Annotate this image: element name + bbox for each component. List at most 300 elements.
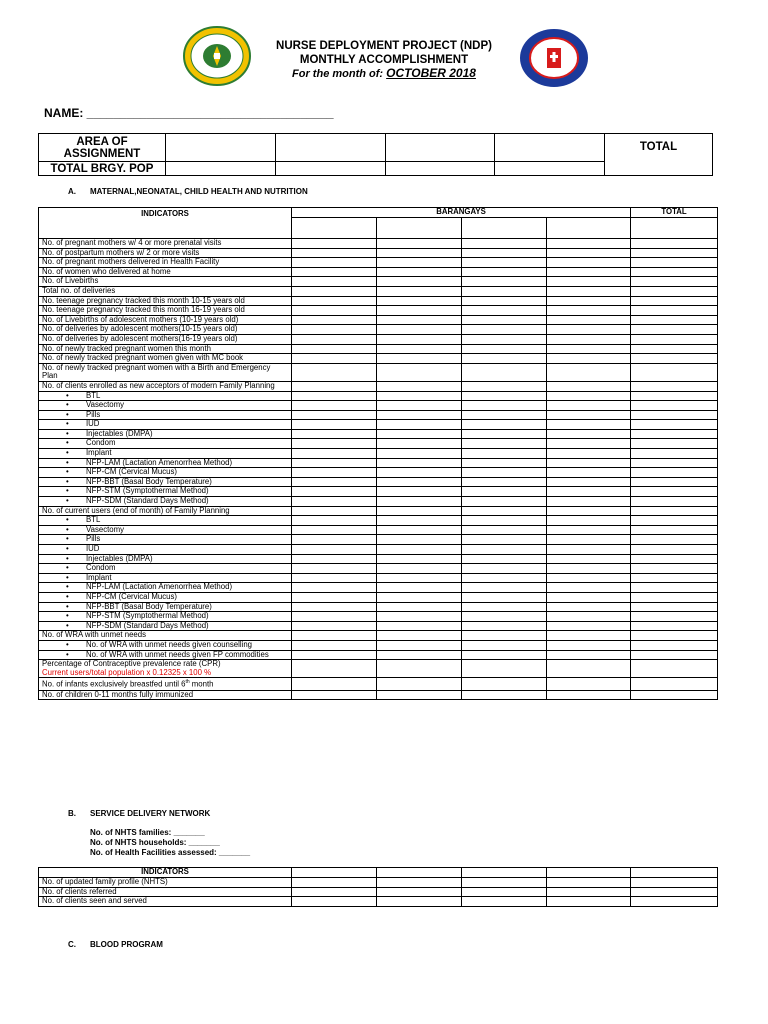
data-cell[interactable]	[547, 487, 631, 497]
section-b-letter: B.	[68, 809, 76, 818]
data-cell[interactable]	[631, 690, 718, 700]
health-facilities-line[interactable]: No. of Health Facilities assessed: _______	[90, 848, 251, 857]
data-cell[interactable]	[631, 487, 718, 497]
data-cell[interactable]	[547, 344, 631, 354]
data-cell[interactable]	[631, 868, 718, 878]
data-cell[interactable]	[377, 487, 462, 497]
data-cell[interactable]	[292, 306, 377, 316]
data-cell[interactable]	[547, 621, 631, 631]
area-cell[interactable]	[276, 134, 386, 162]
data-cell[interactable]	[462, 497, 547, 507]
data-cell[interactable]	[462, 631, 547, 641]
data-cell[interactable]	[462, 554, 547, 564]
fp-method-label	[39, 439, 292, 449]
fp-method-label	[39, 564, 292, 574]
pop-cell[interactable]	[276, 162, 386, 176]
data-cell[interactable]	[292, 449, 377, 459]
indicator-label	[39, 306, 292, 316]
data-cell[interactable]	[377, 592, 462, 602]
data-cell[interactable]	[547, 660, 631, 678]
data-cell[interactable]	[462, 286, 547, 296]
data-cell[interactable]	[462, 296, 547, 306]
data-cell[interactable]	[377, 381, 462, 391]
data-cell[interactable]	[462, 325, 547, 335]
data-cell[interactable]	[547, 218, 631, 239]
data-cell[interactable]	[631, 315, 718, 325]
fp-method-label	[39, 497, 292, 507]
data-cell[interactable]	[462, 878, 547, 888]
data-cell[interactable]	[462, 248, 547, 258]
data-cell[interactable]	[547, 545, 631, 555]
data-cell[interactable]	[547, 612, 631, 622]
data-cell[interactable]	[377, 458, 462, 468]
indicator-text: No. of deliveries by adolescent mothers(16-19 years old)	[42, 334, 238, 343]
data-cell[interactable]	[631, 602, 718, 612]
data-cell[interactable]	[377, 258, 462, 268]
data-cell[interactable]	[462, 525, 547, 535]
data-cell[interactable]	[292, 439, 377, 449]
data-cell[interactable]	[292, 497, 377, 507]
data-cell[interactable]	[292, 887, 377, 897]
data-cell[interactable]	[377, 690, 462, 700]
data-cell[interactable]	[631, 420, 718, 430]
data-cell[interactable]	[462, 602, 547, 612]
data-cell[interactable]	[377, 344, 462, 354]
table-row	[39, 690, 718, 700]
data-cell[interactable]	[292, 678, 377, 690]
data-cell[interactable]	[292, 592, 377, 602]
data-cell[interactable]	[377, 239, 462, 249]
data-cell[interactable]	[462, 564, 547, 574]
data-cell[interactable]	[292, 315, 377, 325]
data-cell[interactable]	[462, 583, 547, 593]
data-cell[interactable]	[631, 325, 718, 335]
data-cell[interactable]	[292, 564, 377, 574]
data-cell[interactable]	[462, 306, 547, 316]
data-cell[interactable]	[377, 516, 462, 526]
data-cell[interactable]	[377, 354, 462, 364]
data-cell[interactable]	[631, 258, 718, 268]
data-cell[interactable]	[547, 429, 631, 439]
table-row	[39, 410, 718, 420]
data-cell[interactable]	[631, 525, 718, 535]
data-cell[interactable]	[377, 660, 462, 678]
data-cell[interactable]	[462, 477, 547, 487]
table-row	[39, 277, 718, 287]
data-cell[interactable]	[377, 650, 462, 660]
data-cell[interactable]	[292, 296, 377, 306]
data-cell[interactable]	[292, 477, 377, 487]
data-cell[interactable]	[631, 344, 718, 354]
data-cell[interactable]	[547, 583, 631, 593]
data-cell[interactable]	[377, 564, 462, 574]
indicator-label	[39, 690, 292, 700]
data-cell[interactable]	[462, 429, 547, 439]
data-cell[interactable]	[292, 545, 377, 555]
data-cell[interactable]	[377, 640, 462, 650]
data-cell[interactable]	[547, 468, 631, 478]
data-cell[interactable]	[377, 497, 462, 507]
data-cell[interactable]	[462, 258, 547, 268]
data-cell[interactable]	[547, 650, 631, 660]
data-cell[interactable]	[292, 267, 377, 277]
data-cell[interactable]	[462, 516, 547, 526]
data-cell[interactable]	[547, 535, 631, 545]
data-cell[interactable]	[292, 660, 377, 678]
data-cell[interactable]	[462, 458, 547, 468]
data-cell[interactable]	[631, 429, 718, 439]
data-cell[interactable]	[292, 602, 377, 612]
data-cell[interactable]	[547, 497, 631, 507]
data-cell[interactable]	[462, 334, 547, 344]
data-cell[interactable]	[547, 267, 631, 277]
data-cell[interactable]	[292, 325, 377, 335]
data-cell[interactable]	[631, 640, 718, 650]
data-cell[interactable]	[292, 650, 377, 660]
data-cell[interactable]	[631, 545, 718, 555]
data-cell[interactable]	[547, 690, 631, 700]
data-cell[interactable]	[377, 410, 462, 420]
data-cell[interactable]	[462, 277, 547, 287]
data-cell[interactable]	[631, 621, 718, 631]
fp-method-label	[39, 391, 292, 401]
data-cell[interactable]	[631, 897, 718, 907]
data-cell[interactable]	[631, 277, 718, 287]
data-cell[interactable]	[547, 410, 631, 420]
name-field[interactable]: NAME: _____________________________________	[44, 106, 334, 120]
fp-method-label	[39, 410, 292, 420]
data-cell[interactable]	[631, 248, 718, 258]
nhts-households-line[interactable]: No. of NHTS households: _______	[90, 838, 220, 847]
data-cell[interactable]	[547, 525, 631, 535]
data-cell[interactable]	[292, 506, 377, 516]
data-cell[interactable]	[631, 592, 718, 602]
data-cell[interactable]	[631, 296, 718, 306]
data-cell[interactable]	[462, 592, 547, 602]
data-cell[interactable]	[547, 554, 631, 564]
data-cell[interactable]	[631, 363, 718, 381]
indicator-label	[39, 248, 292, 258]
data-cell[interactable]	[462, 354, 547, 364]
data-cell[interactable]	[377, 306, 462, 316]
data-cell[interactable]	[462, 506, 547, 516]
data-cell[interactable]	[292, 334, 377, 344]
month-prefix: For the month of:	[292, 68, 384, 80]
data-cell[interactable]	[292, 286, 377, 296]
data-cell[interactable]	[547, 897, 631, 907]
area-cell[interactable]	[386, 134, 495, 162]
data-cell[interactable]	[462, 868, 547, 878]
data-cell[interactable]	[462, 218, 547, 239]
data-cell[interactable]	[547, 516, 631, 526]
data-cell[interactable]	[292, 277, 377, 287]
data-cell[interactable]	[462, 315, 547, 325]
data-cell[interactable]	[377, 554, 462, 564]
data-cell[interactable]	[547, 315, 631, 325]
data-cell[interactable]	[292, 878, 377, 888]
indicator-label: No. of updated family profile (NHTS)	[39, 878, 292, 888]
data-cell[interactable]	[377, 631, 462, 641]
data-cell[interactable]	[547, 363, 631, 381]
data-cell[interactable]	[631, 468, 718, 478]
data-cell[interactable]	[462, 344, 547, 354]
data-cell[interactable]	[377, 621, 462, 631]
indicator-text: NFP-CM (Cervical Mucus)	[86, 467, 177, 477]
indicator-label	[39, 334, 292, 344]
data-cell[interactable]	[292, 690, 377, 700]
data-cell[interactable]	[631, 401, 718, 411]
data-cell[interactable]	[547, 354, 631, 364]
data-cell[interactable]	[462, 535, 547, 545]
data-cell[interactable]	[462, 612, 547, 622]
data-cell[interactable]	[462, 439, 547, 449]
data-cell[interactable]	[377, 420, 462, 430]
data-cell[interactable]	[547, 286, 631, 296]
data-cell[interactable]	[631, 497, 718, 507]
area-cell[interactable]	[495, 134, 605, 162]
table-row	[39, 344, 718, 354]
data-cell[interactable]	[547, 258, 631, 268]
data-cell[interactable]	[462, 487, 547, 497]
data-cell[interactable]	[377, 439, 462, 449]
pop-cell[interactable]	[166, 162, 276, 176]
data-cell[interactable]	[377, 277, 462, 287]
data-cell[interactable]	[547, 506, 631, 516]
data-cell[interactable]	[631, 267, 718, 277]
data-cell[interactable]	[631, 334, 718, 344]
data-cell[interactable]	[631, 554, 718, 564]
data-cell[interactable]	[377, 602, 462, 612]
data-cell[interactable]	[631, 218, 718, 239]
data-cell[interactable]	[462, 449, 547, 459]
report-month	[0, 66, 768, 80]
data-cell[interactable]	[292, 381, 377, 391]
data-cell[interactable]	[292, 420, 377, 430]
data-cell[interactable]	[292, 410, 377, 420]
table-row	[39, 296, 718, 306]
data-cell[interactable]	[547, 325, 631, 335]
data-cell[interactable]	[377, 267, 462, 277]
nhts-families-line[interactable]: No. of NHTS families: _______	[90, 828, 205, 837]
area-cell[interactable]	[166, 134, 276, 162]
data-cell[interactable]	[292, 344, 377, 354]
data-cell[interactable]	[377, 878, 462, 888]
data-cell[interactable]	[462, 401, 547, 411]
data-cell[interactable]	[462, 391, 547, 401]
data-cell[interactable]	[377, 286, 462, 296]
data-cell[interactable]	[631, 306, 718, 316]
data-cell[interactable]	[377, 535, 462, 545]
data-cell[interactable]	[631, 477, 718, 487]
data-cell[interactable]	[292, 525, 377, 535]
data-cell[interactable]	[462, 410, 547, 420]
data-cell[interactable]	[377, 449, 462, 459]
data-cell[interactable]	[631, 573, 718, 583]
data-cell[interactable]	[292, 631, 377, 641]
data-cell[interactable]	[292, 458, 377, 468]
data-cell[interactable]	[377, 334, 462, 344]
data-cell[interactable]	[631, 449, 718, 459]
data-cell[interactable]	[292, 239, 377, 249]
indicator-label	[39, 363, 292, 381]
data-cell[interactable]	[377, 678, 462, 690]
data-cell[interactable]	[292, 429, 377, 439]
data-cell[interactable]	[631, 678, 718, 690]
table-row	[39, 535, 718, 545]
data-cell[interactable]	[377, 868, 462, 878]
data-cell[interactable]	[547, 592, 631, 602]
data-cell[interactable]	[547, 878, 631, 888]
data-cell[interactable]	[547, 458, 631, 468]
data-cell[interactable]	[631, 458, 718, 468]
data-cell[interactable]	[547, 631, 631, 641]
data-cell[interactable]	[547, 602, 631, 612]
data-cell[interactable]	[631, 650, 718, 660]
data-cell[interactable]	[547, 296, 631, 306]
data-cell[interactable]	[547, 401, 631, 411]
data-cell[interactable]	[631, 564, 718, 574]
pop-cell[interactable]	[495, 162, 605, 176]
data-cell[interactable]	[631, 506, 718, 516]
data-cell[interactable]	[377, 218, 462, 239]
data-cell[interactable]	[377, 429, 462, 439]
data-cell[interactable]	[462, 267, 547, 277]
data-cell[interactable]	[547, 381, 631, 391]
data-cell[interactable]	[547, 239, 631, 249]
bullet-icon: •	[66, 544, 69, 553]
data-cell[interactable]	[462, 640, 547, 650]
data-cell[interactable]	[292, 468, 377, 478]
data-cell[interactable]	[377, 525, 462, 535]
data-cell[interactable]	[292, 868, 377, 878]
data-cell[interactable]	[462, 650, 547, 660]
pop-cell[interactable]	[386, 162, 495, 176]
data-cell[interactable]	[377, 315, 462, 325]
bullet-icon: •	[66, 534, 69, 544]
data-cell[interactable]	[631, 660, 718, 678]
data-cell[interactable]	[462, 573, 547, 583]
data-cell[interactable]	[292, 612, 377, 622]
data-cell[interactable]	[547, 334, 631, 344]
data-cell[interactable]	[547, 678, 631, 690]
data-cell[interactable]	[547, 477, 631, 487]
data-cell[interactable]	[631, 286, 718, 296]
table-row	[39, 506, 718, 516]
data-cell[interactable]	[631, 612, 718, 622]
data-cell[interactable]	[547, 277, 631, 287]
data-cell[interactable]	[377, 506, 462, 516]
data-cell[interactable]	[377, 545, 462, 555]
data-cell[interactable]	[547, 391, 631, 401]
data-cell[interactable]	[631, 516, 718, 526]
data-cell[interactable]	[547, 449, 631, 459]
data-cell[interactable]	[377, 248, 462, 258]
data-cell[interactable]	[292, 401, 377, 411]
data-cell[interactable]	[631, 535, 718, 545]
data-cell[interactable]	[292, 516, 377, 526]
indicator-text: NFP-STM (Symptothermal Method)	[86, 486, 209, 496]
data-cell[interactable]	[377, 612, 462, 622]
data-cell[interactable]	[547, 868, 631, 878]
data-cell[interactable]	[292, 218, 377, 239]
data-cell[interactable]	[631, 410, 718, 420]
indicator-label	[39, 631, 292, 641]
data-cell[interactable]	[292, 354, 377, 364]
data-cell[interactable]	[292, 487, 377, 497]
data-cell[interactable]	[547, 248, 631, 258]
data-cell[interactable]	[292, 583, 377, 593]
data-cell[interactable]	[462, 381, 547, 391]
data-cell[interactable]	[377, 477, 462, 487]
data-cell[interactable]	[631, 439, 718, 449]
data-cell[interactable]	[547, 573, 631, 583]
data-cell[interactable]	[547, 439, 631, 449]
table-row	[39, 887, 718, 897]
data-cell[interactable]	[462, 660, 547, 678]
data-cell[interactable]	[377, 325, 462, 335]
data-cell[interactable]	[292, 573, 377, 583]
data-cell[interactable]	[462, 545, 547, 555]
data-cell[interactable]	[292, 554, 377, 564]
data-cell[interactable]	[377, 887, 462, 897]
data-cell[interactable]	[462, 420, 547, 430]
data-cell[interactable]	[292, 391, 377, 401]
cpr-label	[39, 660, 292, 678]
data-cell[interactable]	[631, 583, 718, 593]
data-cell[interactable]	[292, 897, 377, 907]
data-cell[interactable]	[462, 678, 547, 690]
data-cell[interactable]	[547, 640, 631, 650]
table-row	[39, 564, 718, 574]
data-cell[interactable]	[462, 897, 547, 907]
data-cell[interactable]	[631, 239, 718, 249]
data-cell[interactable]	[462, 239, 547, 249]
data-cell[interactable]	[292, 640, 377, 650]
data-cell[interactable]	[292, 258, 377, 268]
data-cell[interactable]	[292, 621, 377, 631]
data-cell[interactable]	[631, 381, 718, 391]
data-cell[interactable]	[292, 363, 377, 381]
data-cell[interactable]	[547, 306, 631, 316]
data-cell[interactable]	[631, 887, 718, 897]
data-cell[interactable]	[462, 363, 547, 381]
data-cell[interactable]	[462, 468, 547, 478]
data-cell[interactable]	[377, 468, 462, 478]
data-cell[interactable]	[462, 690, 547, 700]
data-cell[interactable]	[377, 363, 462, 381]
data-cell[interactable]	[631, 354, 718, 364]
data-cell[interactable]	[631, 631, 718, 641]
data-cell[interactable]	[292, 535, 377, 545]
data-cell[interactable]	[377, 401, 462, 411]
data-cell[interactable]	[462, 621, 547, 631]
indicator-text: No. of clients enrolled as new acceptors of modern Family Planning	[42, 381, 275, 390]
data-cell[interactable]	[631, 391, 718, 401]
data-cell[interactable]	[547, 420, 631, 430]
data-cell[interactable]	[547, 887, 631, 897]
data-cell[interactable]	[292, 248, 377, 258]
data-cell[interactable]	[462, 887, 547, 897]
fp-method-label	[39, 458, 292, 468]
data-cell[interactable]	[377, 583, 462, 593]
data-cell[interactable]	[547, 564, 631, 574]
data-cell[interactable]	[377, 391, 462, 401]
data-cell[interactable]	[377, 296, 462, 306]
data-cell[interactable]	[631, 878, 718, 888]
fp-method-label	[39, 535, 292, 545]
data-cell[interactable]	[377, 573, 462, 583]
data-cell[interactable]	[377, 897, 462, 907]
